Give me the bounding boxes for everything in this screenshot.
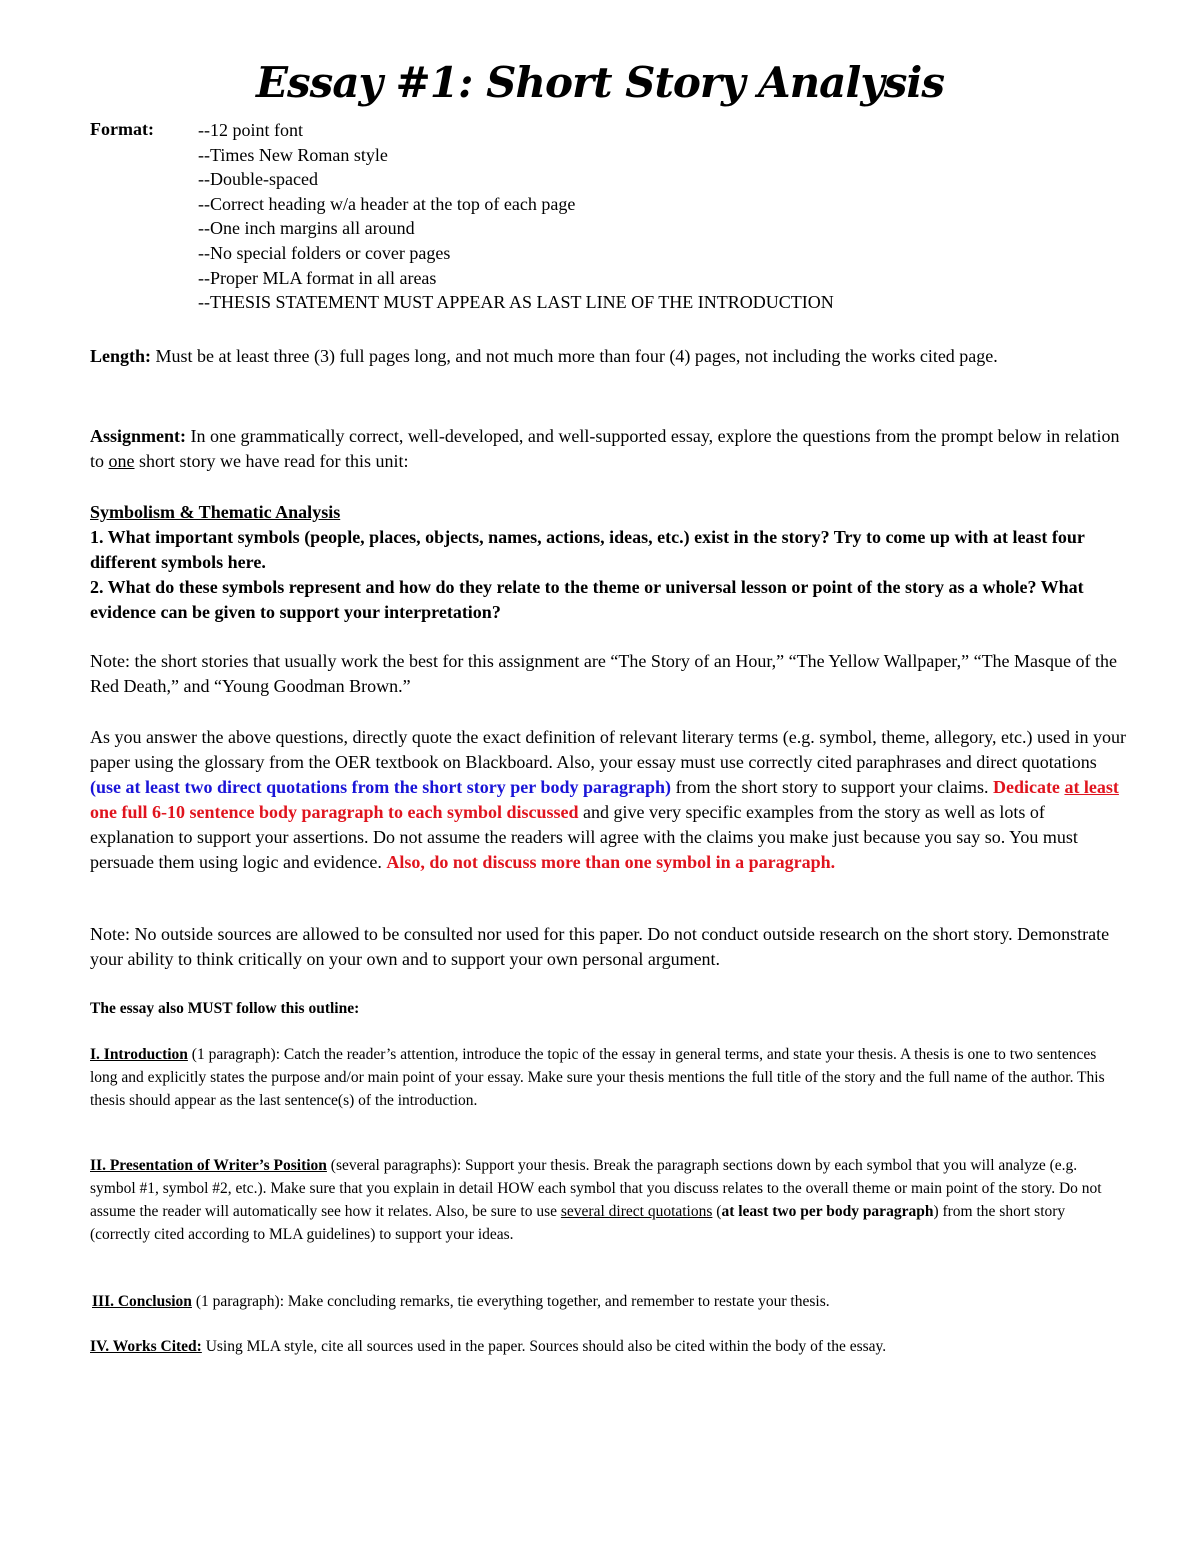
assignment-label: Assignment:	[90, 426, 187, 446]
outline-position-text: (several paragraphs): Support your thesis. Break the paragraph sections down by each symbol that you will analyze (e.g. symbol #1, symbol #2, etc.). Make sure that you explain in detail HOW each symbol that you discuss relates to the overall theme or main point of the story. Do not assume the reader will automatically see how it relates. Also, be sure to use	[90, 1157, 1102, 1220]
format-item: --Times New Roman style	[198, 144, 388, 165]
length-label: Length:	[90, 346, 152, 366]
assignment-paragraph	[90, 424, 1130, 474]
outline-position-text: (	[712, 1203, 722, 1220]
format-item: --THESIS STATEMENT MUST APPEAR AS LAST LINE OF THE INTRODUCTION	[198, 292, 834, 313]
length-text: Must be at least three (3) full pages long, and not much more than four (4) pages, not including the works cited page.	[151, 346, 998, 366]
format-item: --12 point font	[198, 120, 303, 140]
instructions-text: from the short story to support your claims.	[670, 777, 993, 797]
instructions-paragraph	[90, 725, 1130, 875]
assignment-text-end: short story we have read for this unit:	[134, 451, 409, 471]
outline-conclusion-label: III. Conclusion	[92, 1293, 192, 1310]
outline-introduction	[90, 1043, 1120, 1112]
note-sources: Note: No outside sources are allowed to be consulted nor used for this paper. Do not conduct outside research on the short story. Demonstrate your ability to think critically on your own and to support your own personal argument.	[90, 924, 1110, 969]
instructions-red-warning: Also, do not discuss more than one symbol in a paragraph.	[386, 852, 836, 872]
outline-position-text: ) from the short story (correctly cited according to MLA guidelines) to support your ideas.	[90, 1203, 1066, 1243]
format-item: --One inch margins all around	[198, 218, 415, 239]
outline-intro-text: (1 paragraph): Catch the reader’s attention, introduce the topic of the essay in general terms, and state your thesis. A thesis is one to two sentences long and explicitly states the purpose and/or main point of your essay. Make sure your thesis mentions the full title of the story and the full name of the author. This thesis should appear as the last sentence(s) of the introduction.	[90, 1046, 1105, 1109]
page-title: Essay #1: Short Story Analysis	[256, 58, 944, 107]
outline-works-cited-text: Using MLA style, cite all sources used in the paper. Sources should also be cited within the body of the essay.	[201, 1338, 887, 1355]
instructions-text: and give very specific examples from the story as well as lots of explanation to support your assertions. Do not assume the readers will agree with the claims you make just because you say so. You must persuade them using logic and evidence.	[90, 802, 1078, 872]
instructions-red-underlined: at least	[1064, 777, 1119, 797]
outline-works-cited	[90, 1335, 1120, 1358]
prompt-question-2: 2. What do these symbols represent and how do they relate to the theme or universal lesson or point of the story as a whole? What evidence can be given to support your interpretation?	[90, 577, 1084, 622]
outline-conclusion-text: (1 paragraph): Make concluding remarks, tie everything together, and remember to restate your thesis.	[191, 1293, 830, 1310]
format-item: --No special folders or cover pages	[198, 242, 451, 263]
assignment-text: In one grammatically correct, well-developed, and well-supported essay, explore the questions from the prompt below in relation to	[90, 426, 1120, 471]
instructions-blue-emphasis: (use at least two direct quotations from the short story per body paragraph)	[90, 777, 671, 797]
note-stories: Note: the short stories that usually work the best for this assignment are “The Story of an Hour,” “The Yellow Wallpaper,” “The Masque of the Red Death,” and “Young Goodman Brown.”	[90, 651, 1118, 696]
instructions-red-emphasis: Dedicate	[992, 777, 1065, 797]
outline-intro-label: I. Introduction	[90, 1046, 188, 1063]
format-label: Format:	[90, 119, 154, 139]
format-item: --Correct heading w/a header at the top of each page	[198, 193, 576, 214]
format-list	[198, 118, 834, 315]
instructions-red-emphasis: one full 6-10 sentence body paragraph to each symbol discussed	[90, 802, 579, 822]
prompt-heading: Symbolism & Thematic Analysis	[90, 502, 341, 522]
outline-conclusion	[92, 1290, 1122, 1313]
format-item: --Proper MLA format in all areas	[198, 267, 437, 288]
outline-heading: The essay also MUST follow this outline:	[90, 1000, 360, 1017]
length-paragraph	[90, 344, 1130, 369]
outline-works-cited-label: IV. Works Cited:	[90, 1338, 202, 1355]
instructions-text: As you answer the above questions, directly quote the exact definition of relevant literary terms (e.g. symbol, theme, allegory, etc.) used in your paper using the glossary from the OER textbook on Blackboard. Also, your essay must use correctly cited paraphrases and direct quotations	[90, 727, 1127, 772]
outline-position-label: II. Presentation of Writer’s Position	[90, 1157, 327, 1174]
format-item: --Double-spaced	[198, 169, 318, 190]
assignment-emphasis: one	[108, 451, 135, 471]
outline-position	[90, 1154, 1120, 1246]
outline-position-underlined: several direct quotations	[560, 1203, 713, 1220]
prompt-section	[90, 500, 1130, 625]
prompt-question-1: 1. What important symbols (people, places, objects, names, actions, ideas, etc.) exist in the story? Try to come up with at least four different symbols here.	[90, 527, 1085, 572]
outline-position-bold: at least two per body paragraph	[721, 1203, 934, 1220]
